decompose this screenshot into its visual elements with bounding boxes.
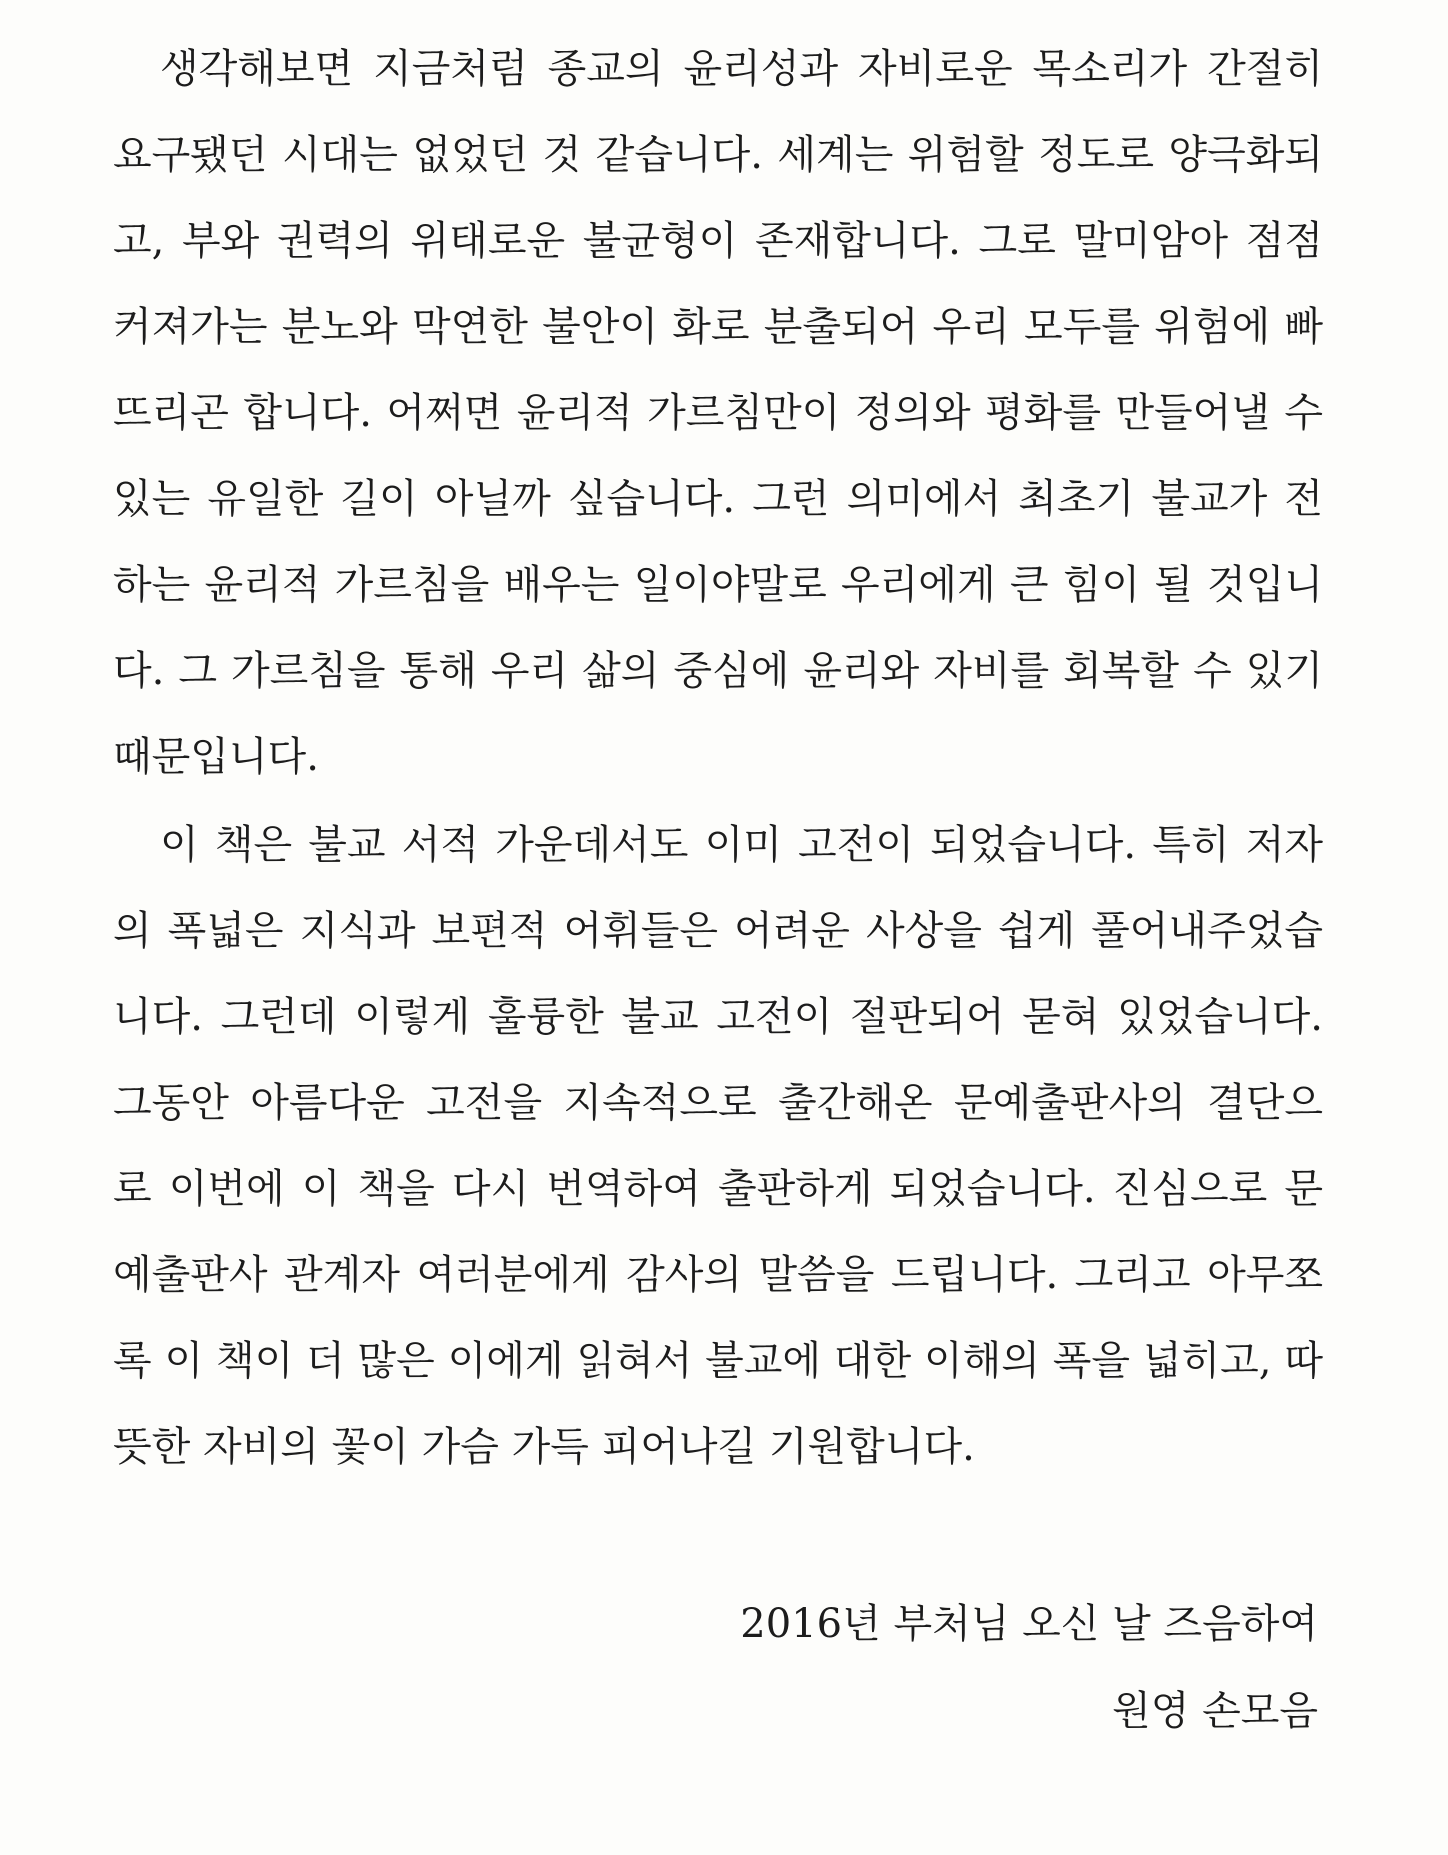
text-line: 이 책은 불교 서적 가운데서도 이미 고전이 되었습니다. 특히 저자: [160, 822, 1323, 868]
paragraph-1: [113, 26, 1323, 800]
closing-date: 2016년 부처님 오신 날 즈음하여: [740, 1601, 1318, 1647]
text-line: 의 폭넓은 지식과 보편적 어휘들은 어려운 사상을 쉽게 풀어내주었습: [113, 908, 1323, 954]
signature: 원영 손모음: [1112, 1688, 1318, 1734]
text-line: 때문입니다.: [113, 734, 319, 780]
text-line: 록 이 책이 더 많은 이에게 읽혀서 불교에 대한 이해의 폭을 넓히고, 따: [113, 1338, 1323, 1384]
text-line: 뜨리곤 합니다. 어쩌면 윤리적 가르침만이 정의와 평화를 만들어낼 수: [113, 390, 1323, 436]
text-line: 로 이번에 이 책을 다시 번역하여 출판하게 되었습니다. 진심으로 문: [113, 1166, 1323, 1212]
text-line: 니다. 그런데 이렇게 훌륭한 불교 고전이 절판되어 묻혀 있었습니다.: [113, 994, 1323, 1040]
text-line: 다. 그 가르침을 통해 우리 삶의 중심에 윤리와 자비를 회복할 수 있기: [113, 648, 1323, 694]
text-line: 하는 윤리적 가르침을 배우는 일이야말로 우리에게 큰 힘이 될 것입니: [113, 562, 1323, 608]
text-line: 그동안 아름다운 고전을 지속적으로 출간해온 문예출판사의 결단으: [113, 1080, 1323, 1126]
text-line: 예출판사 관계자 여러분에게 감사의 말씀을 드립니다. 그리고 아무쪼: [113, 1252, 1323, 1298]
text-line: 생각해보면 지금처럼 종교의 윤리성과 자비로운 목소리가 간절히: [160, 46, 1323, 92]
text-line: 커져가는 분노와 막연한 불안이 화로 분출되어 우리 모두를 위험에 빠: [113, 304, 1323, 350]
text-line: 뜻한 자비의 꽃이 가슴 가득 피어나길 기원합니다.: [113, 1424, 975, 1470]
text-line: 있는 유일한 길이 아닐까 싶습니다. 그런 의미에서 최초기 불교가 전: [113, 476, 1323, 522]
paragraph-2: [113, 802, 1323, 1490]
text-line: 요구됐던 시대는 없었던 것 같습니다. 세계는 위험할 정도로 양극화되: [113, 132, 1323, 178]
text-line: 고, 부와 권력의 위태로운 불균형이 존재합니다. 그로 말미암아 점점: [113, 218, 1323, 264]
